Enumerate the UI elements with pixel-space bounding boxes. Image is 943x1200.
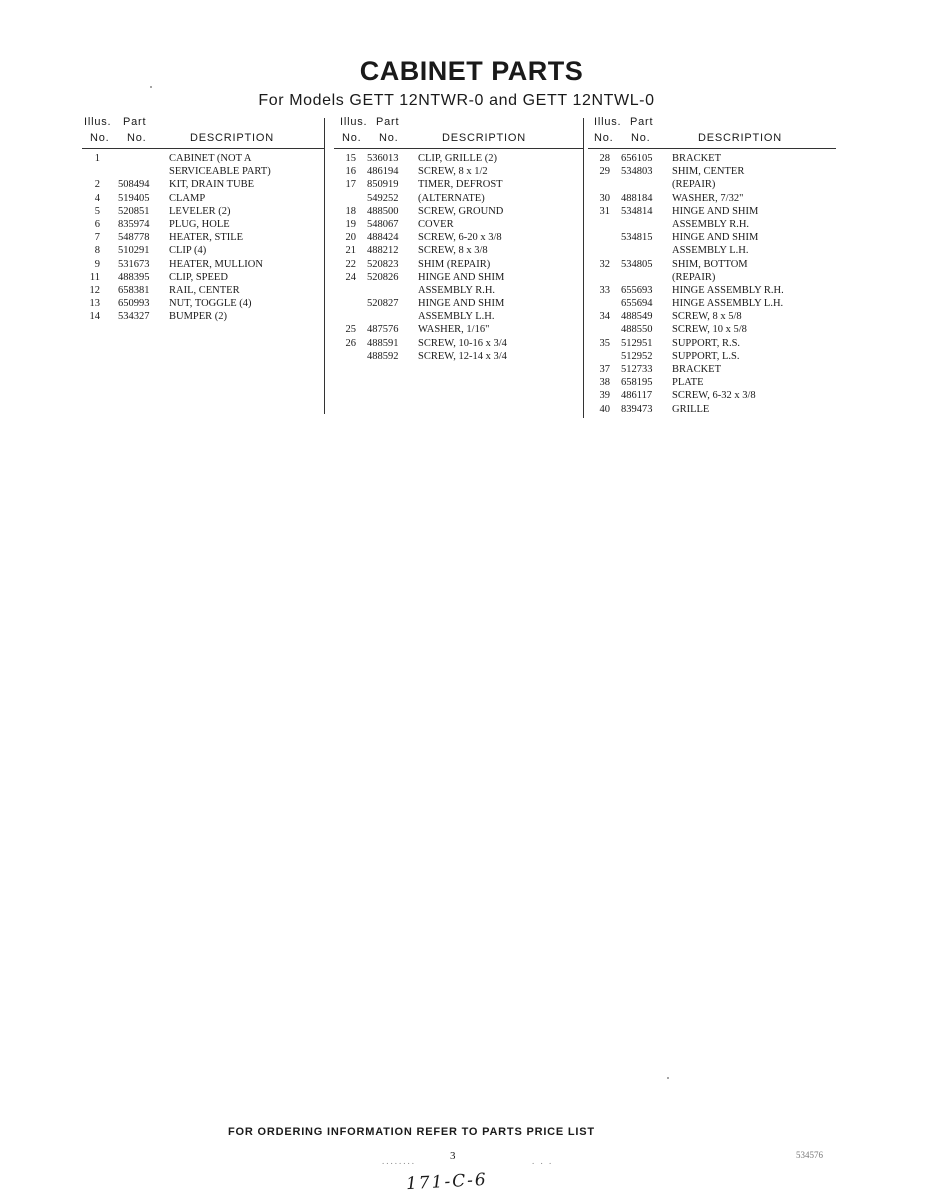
header-rule [82,148,324,149]
illus-number: 14 [89,311,100,323]
scan-speck [667,1077,669,1079]
part-number: 534815 [621,232,653,244]
part-description: ASSEMBLY R.H. [418,284,496,296]
part-description: HEATER, MULLION [169,258,263,270]
scan-dots: . . . [532,1156,554,1166]
part-description: BRACKET [672,364,722,375]
part-number: 534803 [621,166,653,178]
part-description: HEATER, STILE [169,232,244,244]
part-row [588,272,836,285]
part-row [588,377,836,390]
part-row [334,298,584,311]
part-description: SHIM (REPAIR) [418,258,491,270]
page-title: CABINET PARTS [359,56,584,86]
part-description: WASHER, 1/16" [418,324,490,336]
illus-number: 4 [94,192,100,204]
part-number: 534327 [118,311,150,323]
part-number: 488550 [621,324,653,336]
part-row [334,285,584,298]
header-part: Part [123,116,147,128]
illus-number: 11 [89,271,100,283]
illus-number: 16 [345,166,356,178]
illus-number: 13 [89,298,100,310]
part-number: 656105 [621,153,653,164]
column-divider [324,118,325,414]
part-number: 548778 [118,232,150,244]
part-number: 520823 [367,258,399,270]
parts-column-2 [334,116,584,364]
part-row [588,311,836,324]
header-no: No. [379,132,399,144]
illus-number: 32 [599,258,610,270]
illus-number: 6 [94,218,100,230]
illus-number: 29 [599,166,610,178]
header-description: DESCRIPTION [190,132,274,144]
part-row [334,259,584,272]
header-rule [334,148,584,149]
part-description: RAIL, CENTER [169,284,240,296]
illus-number: 15 [345,153,356,164]
ordering-note: FOR ORDERING INFORMATION REFER TO PARTS PRICE LIST [228,1126,595,1138]
part-row [334,166,584,179]
part-row [588,166,836,179]
part-row [82,298,324,311]
header-illus: Illus. [84,116,112,128]
header-part: Part [376,116,400,128]
part-row [82,166,324,179]
part-description: HINGE AND SHIM [418,298,505,310]
part-number: 548067 [367,218,399,230]
part-number: 531673 [118,258,150,270]
part-row [588,364,836,377]
part-description: SHIM, BOTTOM [672,258,748,270]
part-description: NUT, TOGGLE (4) [169,298,252,310]
part-row [82,285,324,298]
part-description: (REPAIR) [672,271,716,283]
illus-number: 12 [89,284,100,296]
part-description: HINGE AND SHIM [672,232,759,244]
part-description: SCREW, 6-20 x 3/8 [418,232,502,244]
part-number: 650993 [118,298,150,310]
illus-number: 31 [599,205,610,217]
header-description: DESCRIPTION [698,132,782,144]
part-row [334,245,584,258]
part-description: HINGE ASSEMBLY R.H. [672,284,784,296]
part-number: 536013 [367,153,399,164]
part-number: 850919 [367,179,399,191]
part-row [588,206,836,219]
part-number: 655694 [621,298,653,310]
part-number: 835974 [118,218,150,230]
part-row [588,245,836,258]
illus-number: 34 [599,311,610,323]
part-description: SERVICEABLE PART) [169,166,271,178]
document-code: 534576 [796,1150,823,1160]
illus-number: 21 [345,245,356,257]
part-description: SCREW, 8 x 5/8 [672,311,742,323]
illus-number: 25 [345,324,356,336]
part-description: TIMER, DEFROST [418,179,503,191]
part-row [82,179,324,192]
illus-number: 5 [94,205,100,217]
part-description: LEVELER (2) [169,205,231,217]
part-row [588,351,836,364]
part-row [82,193,324,206]
part-row [334,193,584,206]
part-description: ASSEMBLY L.H. [418,311,495,323]
part-row [588,153,836,166]
part-row [334,179,584,192]
part-number: 510291 [118,245,150,257]
part-description: SCREW, 6-32 x 3/8 [672,390,756,402]
part-number: 655693 [621,284,653,296]
header-description: DESCRIPTION [442,132,526,144]
part-description: HINGE ASSEMBLY L.H. [672,298,784,310]
part-number: 512733 [621,364,653,375]
illus-number: 20 [345,232,356,244]
part-description: HINGE AND SHIM [672,205,759,217]
part-description: GRILLE [672,403,710,415]
part-row [82,245,324,258]
illus-number: 40 [599,403,610,415]
part-row [82,206,324,219]
part-description: PLUG, HOLE [169,218,230,230]
part-row [334,311,584,324]
part-number: 488500 [367,205,399,217]
part-row [334,219,584,232]
part-row [588,259,836,272]
part-description: (ALTERNATE) [418,192,485,204]
part-row [588,285,836,298]
part-description: ASSEMBLY R.H. [672,218,750,230]
illus-number: 8 [94,245,100,257]
illus-number: 24 [345,271,356,283]
part-number: 658381 [118,284,150,296]
scan-dots: ........ [382,1156,416,1166]
part-number: 487576 [367,324,399,336]
illus-number: 38 [599,377,610,389]
part-description: PLATE [672,377,704,389]
scan-speck [150,86,152,88]
header-rule [588,148,836,149]
part-row [82,219,324,232]
parts-column-3 [588,116,836,417]
illus-number: 26 [345,337,356,349]
part-number: 519405 [118,192,150,204]
illus-number: 39 [599,390,610,402]
part-number: 488184 [621,192,653,204]
header-no: No. [594,132,614,144]
part-row [82,272,324,285]
part-number: 512952 [621,350,653,362]
part-row [334,324,584,337]
part-row [588,193,836,206]
part-number: 488591 [367,337,399,349]
part-row [588,404,836,417]
part-description: CLAMP [169,192,206,204]
part-row [588,390,836,403]
part-description: WASHER, 7/32" [672,192,744,204]
part-description: SCREW, 10 x 5/8 [672,324,747,336]
illus-number: 37 [599,364,610,375]
part-description: CLIP, GRILLE (2) [418,153,498,164]
part-description: SCREW, 8 x 3/8 [418,245,488,257]
column-header [334,116,584,148]
handwritten-note: 171-C-6 [405,1169,489,1195]
illus-number: 18 [345,205,356,217]
illus-number: 19 [345,218,356,230]
part-number: 534814 [621,205,653,217]
illus-number: 35 [599,337,610,349]
part-number: 488395 [118,271,150,283]
part-description: KIT, DRAIN TUBE [169,179,255,191]
part-row [588,298,836,311]
part-description: BUMPER (2) [169,311,228,323]
part-number: 486117 [621,390,653,402]
illus-number: 17 [345,179,356,191]
part-row [334,338,584,351]
part-number: 512951 [621,337,653,349]
part-number: 488592 [367,350,399,362]
part-description: SUPPORT, L.S. [672,350,740,362]
part-row [334,351,584,364]
part-number: 658195 [621,377,653,389]
part-description: CABINET (NOT A [169,153,252,164]
part-number: 520826 [367,271,399,283]
illus-number: 1 [94,153,100,164]
header-no: No. [342,132,362,144]
column-header [588,116,836,148]
part-description: COVER [418,218,454,230]
part-number: 508494 [118,179,150,191]
part-row [334,232,584,245]
part-description: SCREW, 12-14 x 3/4 [418,350,507,362]
part-description: SCREW, 8 x 1/2 [418,166,488,178]
part-row [588,179,836,192]
part-number: 520827 [367,298,399,310]
header-illus: Illus. [340,116,368,128]
part-row [82,232,324,245]
column-header [82,116,324,148]
parts-column-1 [82,116,324,324]
header-illus: Illus. [594,116,622,128]
header-no: No. [127,132,147,144]
part-row [588,232,836,245]
part-description: SCREW, 10-16 x 3/4 [418,337,507,349]
part-description: CLIP, SPEED [169,271,228,283]
part-number: 488424 [367,232,399,244]
illus-number: 7 [94,232,100,244]
part-number: 488212 [367,245,399,257]
part-row [334,272,584,285]
illus-number: 30 [599,192,610,204]
part-row [82,259,324,272]
part-description: SUPPORT, R.S. [672,337,741,349]
part-row [82,311,324,324]
part-row [334,153,584,166]
part-description: BRACKET [672,153,722,164]
models-subtitle: For Models GETT 12NTWR-0 and GETT 12NTWL-0 [258,92,655,109]
part-description: SHIM, CENTER [672,166,745,178]
header-no: No. [90,132,110,144]
illus-number: 33 [599,284,610,296]
part-row [82,153,324,166]
part-number: 488549 [621,311,653,323]
part-number: 520851 [118,205,150,217]
part-description: SCREW, GROUND [418,205,504,217]
part-description: HINGE AND SHIM [418,271,505,283]
page-number: 3 [450,1150,456,1162]
part-row [588,338,836,351]
part-number: 486194 [367,166,399,178]
part-row [588,219,836,232]
header-part: Part [630,116,654,128]
part-number: 839473 [621,403,653,415]
part-number: 534805 [621,258,653,270]
part-description: ASSEMBLY L.H. [672,245,749,257]
illus-number: 9 [94,258,100,270]
illus-number: 22 [345,258,356,270]
illus-number: 28 [599,153,610,164]
part-row [334,206,584,219]
part-description: (REPAIR) [672,179,716,191]
illus-number: 2 [94,179,100,191]
part-row [588,324,836,337]
part-description: CLIP (4) [169,245,207,257]
part-number: 549252 [367,192,399,204]
header-no: No. [631,132,651,144]
